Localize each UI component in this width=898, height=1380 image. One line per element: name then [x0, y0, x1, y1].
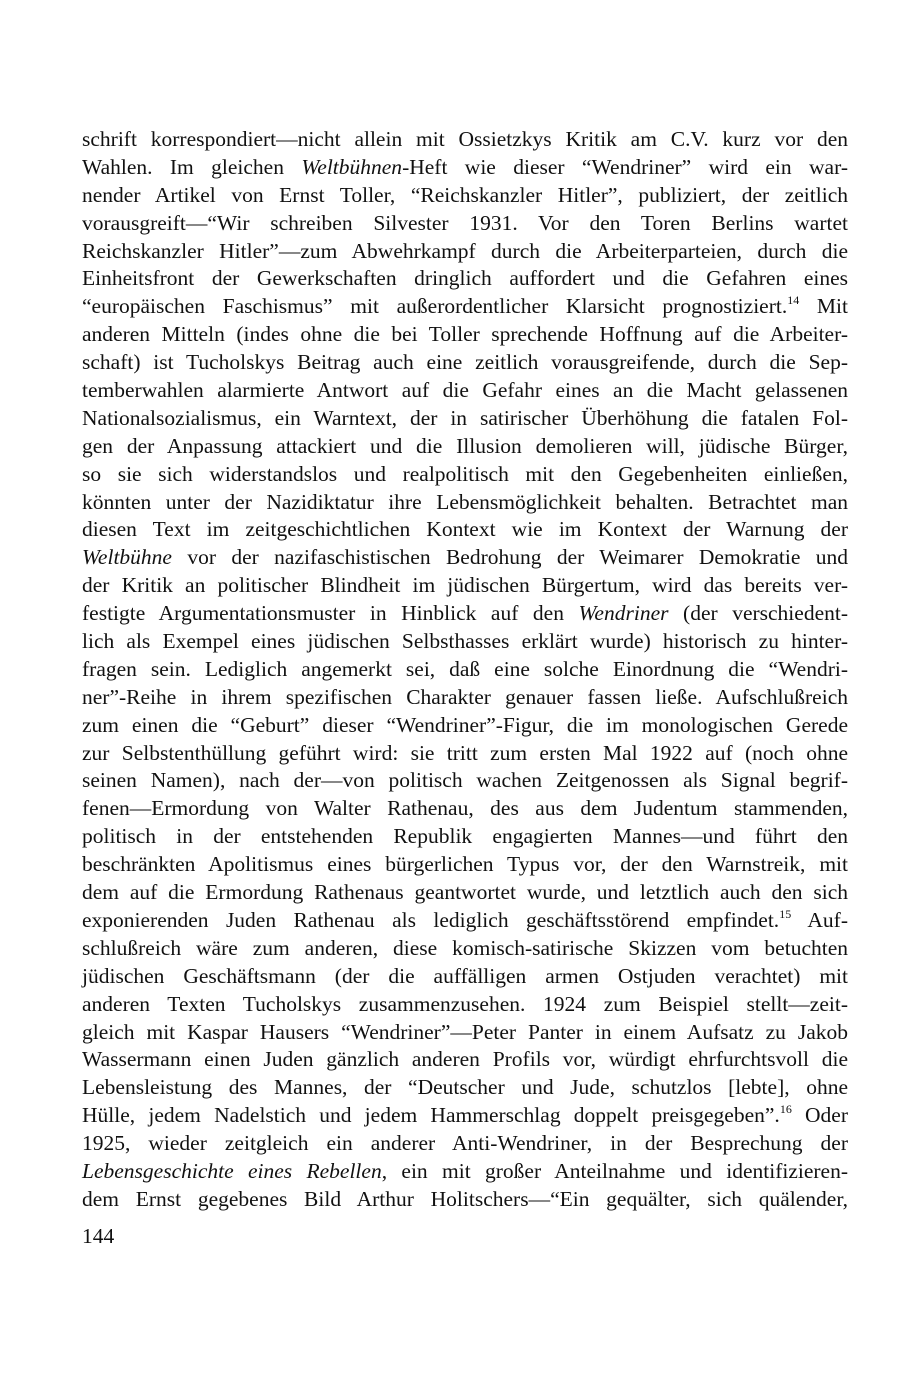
- text-line: [82, 795, 848, 823]
- text-run: seinen Namen), nach der—von politisch wachen Zeitgenossen als Signal begrif-: [82, 768, 848, 793]
- text-run: dem auf die Ermordung Rathenaus geantwortet wurde, und letztlich auch den sich: [82, 880, 848, 905]
- text-run: der Kritik an politischer Blindheit im jüdischen Bürgertum, wird das bereits ver-: [82, 573, 848, 598]
- body-text: [82, 126, 848, 1214]
- text-line: [82, 684, 848, 712]
- text-run: dem Ernst gegebenes Bild Arthur Holitschers—“Ein gequälter, sich quälender,: [82, 1186, 848, 1211]
- text-line: [82, 377, 848, 405]
- text-line: [82, 935, 848, 963]
- text-line: [82, 1102, 848, 1130]
- text-run: anderen Mitteln (indes ohne die bei Toller sprechende Hoffnung auf die Arbeiter-: [82, 322, 848, 347]
- text-line: [82, 851, 848, 879]
- text-run: jüdischen Geschäftsmann (der die auffälligen armen Ostjuden verachtet) mit: [82, 963, 848, 988]
- text-line: [82, 991, 848, 1019]
- text-line: [82, 1158, 848, 1186]
- text-run: vorausgreift—“Wir schreiben Silvester 1931. Vor den Toren Berlins wartet: [82, 210, 848, 235]
- text-run: anderen Texten Tucholskys zusammenzusehen. 1924 zum Beispiel stellt—zeit-: [82, 991, 848, 1016]
- text-line: [82, 238, 848, 266]
- text-run: schaft) ist Tucholskys Beitrag auch eine zeitlich vorausgreifende, durch die Sep-: [82, 350, 848, 375]
- text-run: Mit: [799, 294, 848, 319]
- text-run: (der verschiedent-: [668, 601, 848, 626]
- text-line: [82, 1046, 848, 1074]
- text-run: diesen Text im zeitgeschichtlichen Kontext wie im Kontext der Warnung der: [82, 517, 848, 542]
- page-number: 144: [82, 1224, 115, 1248]
- text-line: [82, 879, 848, 907]
- text-run: Wahlen. Im gleichen: [82, 154, 302, 179]
- text-run: Reichskanzler Hitler”—zum Abwehrkampf durch die Arbeiterparteien, durch die: [82, 238, 848, 263]
- text-line: [82, 349, 848, 377]
- italic-title: Lebensgeschichte eines Rebellen: [82, 1158, 382, 1183]
- text-line: [82, 433, 848, 461]
- footnote-marker: 16: [779, 1102, 792, 1117]
- text-line: [82, 126, 848, 154]
- text-line: [82, 321, 848, 349]
- text-line: [82, 823, 848, 851]
- text-line: [82, 600, 848, 628]
- text-line: [82, 210, 848, 238]
- text-line: [82, 572, 848, 600]
- text-line: [82, 656, 848, 684]
- text-run: so sie sich widerstandslos und realpolitisch mit den Gegebenheiten einließen,: [82, 461, 848, 486]
- text-run: Oder: [791, 1103, 848, 1128]
- text-line: [82, 907, 848, 935]
- text-line: [82, 182, 848, 210]
- text-line: [82, 767, 848, 795]
- text-run: politisch in der entstehenden Republik engagierten Mannes—und führt den: [82, 824, 848, 849]
- text-run: fragen sein. Lediglich angemerkt sei, daß eine solche Einordnung die “Wendri-: [82, 656, 848, 681]
- italic-title: Wendriner: [578, 601, 669, 626]
- text-line: [82, 265, 848, 293]
- text-run: zum einen die “Geburt” dieser “Wendriner”-Figur, die im monologischen Gerede: [82, 712, 848, 737]
- text-run: -Heft wie dieser “Wendriner” wird ein war-: [402, 154, 848, 179]
- text-run: lich als Exempel eines jüdischen Selbsthasses erklärt wurde) historisch zu hinter-: [82, 629, 848, 654]
- text-line: [82, 1019, 848, 1047]
- text-run: vor der nazifaschistischen Bedrohung der Weimarer Demokratie und: [171, 545, 848, 570]
- text-line: [82, 1130, 848, 1158]
- text-line: [82, 1186, 848, 1214]
- text-run: Nationalsozialismus, ein Warntext, der in satirischer Überhöhung die fatalen Fol-: [82, 405, 848, 430]
- text-run: fenen—Ermordung von Walter Rathenau, des aus dem Judentum stammenden,: [82, 796, 848, 821]
- text-line: [82, 516, 848, 544]
- text-run: ner”-Reihe in ihrem spezifischen Charakter genauer fassen ließe. Aufschlußreich: [82, 684, 848, 709]
- text-run: Einheitsfront der Gewerkschaften dringlich auffordert und die Gefahren eines: [82, 266, 848, 291]
- text-run: festigte Argumentationsmuster in Hinblick auf den: [82, 601, 579, 626]
- text-line: [82, 740, 848, 768]
- text-run: schrift korrespondiert—nicht allein mit Ossietzkys Kritik am C.V. kurz vor den: [82, 127, 848, 151]
- text-line: [82, 712, 848, 740]
- text-line: [82, 1074, 848, 1102]
- text-line: [82, 293, 848, 321]
- italic-title: Weltbühne: [82, 545, 172, 570]
- text-run: Lebensleistung des Mannes, der “Deutscher und Jude, schutzlos [lebte], ohne: [82, 1075, 848, 1100]
- footnote-marker: 14: [787, 293, 800, 308]
- text-line: [82, 154, 848, 182]
- text-run: beschränkten Apolitismus eines bürgerlichen Typus vor, der den Warnstreik, mit: [82, 852, 848, 877]
- text-run: schlußreich wäre zum anderen, diese komisch-satirische Skizzen vom betuchten: [82, 935, 848, 960]
- text-line: [82, 963, 848, 991]
- text-run: könnten unter der Nazidiktatur ihre Lebensmöglichkeit behalten. Betrachtet man: [82, 489, 848, 514]
- text-line: [82, 628, 848, 656]
- text-run: Hülle, jedem Nadelstich und jedem Hammerschlag doppelt preisgegeben”.: [82, 1103, 780, 1128]
- text-run: temberwahlen alarmierte Antwort auf die Gefahr eines an die Macht gelassenen: [82, 378, 848, 403]
- text-run: zur Selbstenthüllung geführt wird: sie tritt zum ersten Mal 1922 auf (noch ohne: [82, 740, 848, 765]
- text-run: Auf-: [791, 907, 848, 932]
- footnote-marker: 15: [779, 906, 792, 921]
- text-run: Wassermann einen Juden gänzlich anderen Profils vor, würdigt ehrfurchtsvoll die: [82, 1047, 848, 1072]
- text-run: 1925, wieder zeitgleich ein anderer Anti-Wendriner, in der Besprechung der: [82, 1131, 848, 1156]
- text-run: nender Artikel von Ernst Toller, “Reichskanzler Hitler”, publiziert, der zeitlich: [82, 182, 848, 207]
- italic-title: Weltbühnen: [301, 154, 403, 179]
- text-run: “europäischen Faschismus” mit außerordentlicher Klarsicht prognostiziert.: [82, 294, 788, 319]
- text-line: [82, 544, 848, 572]
- text-line: [82, 461, 848, 489]
- text-run: gen der Anpassung attackiert und die Illusion demolieren will, jüdische Bürger,: [82, 433, 848, 458]
- text-run: gleich mit Kaspar Hausers “Wendriner”—Peter Panter in einem Aufsatz zu Jakob: [82, 1019, 848, 1044]
- text-run: exponierenden Juden Rathenau als lediglich geschäftsstörend empfindet.: [82, 907, 780, 932]
- text-run: , ein mit großer Anteilnahme und identifizieren-: [381, 1158, 848, 1183]
- text-line: [82, 405, 848, 433]
- text-line: [82, 489, 848, 517]
